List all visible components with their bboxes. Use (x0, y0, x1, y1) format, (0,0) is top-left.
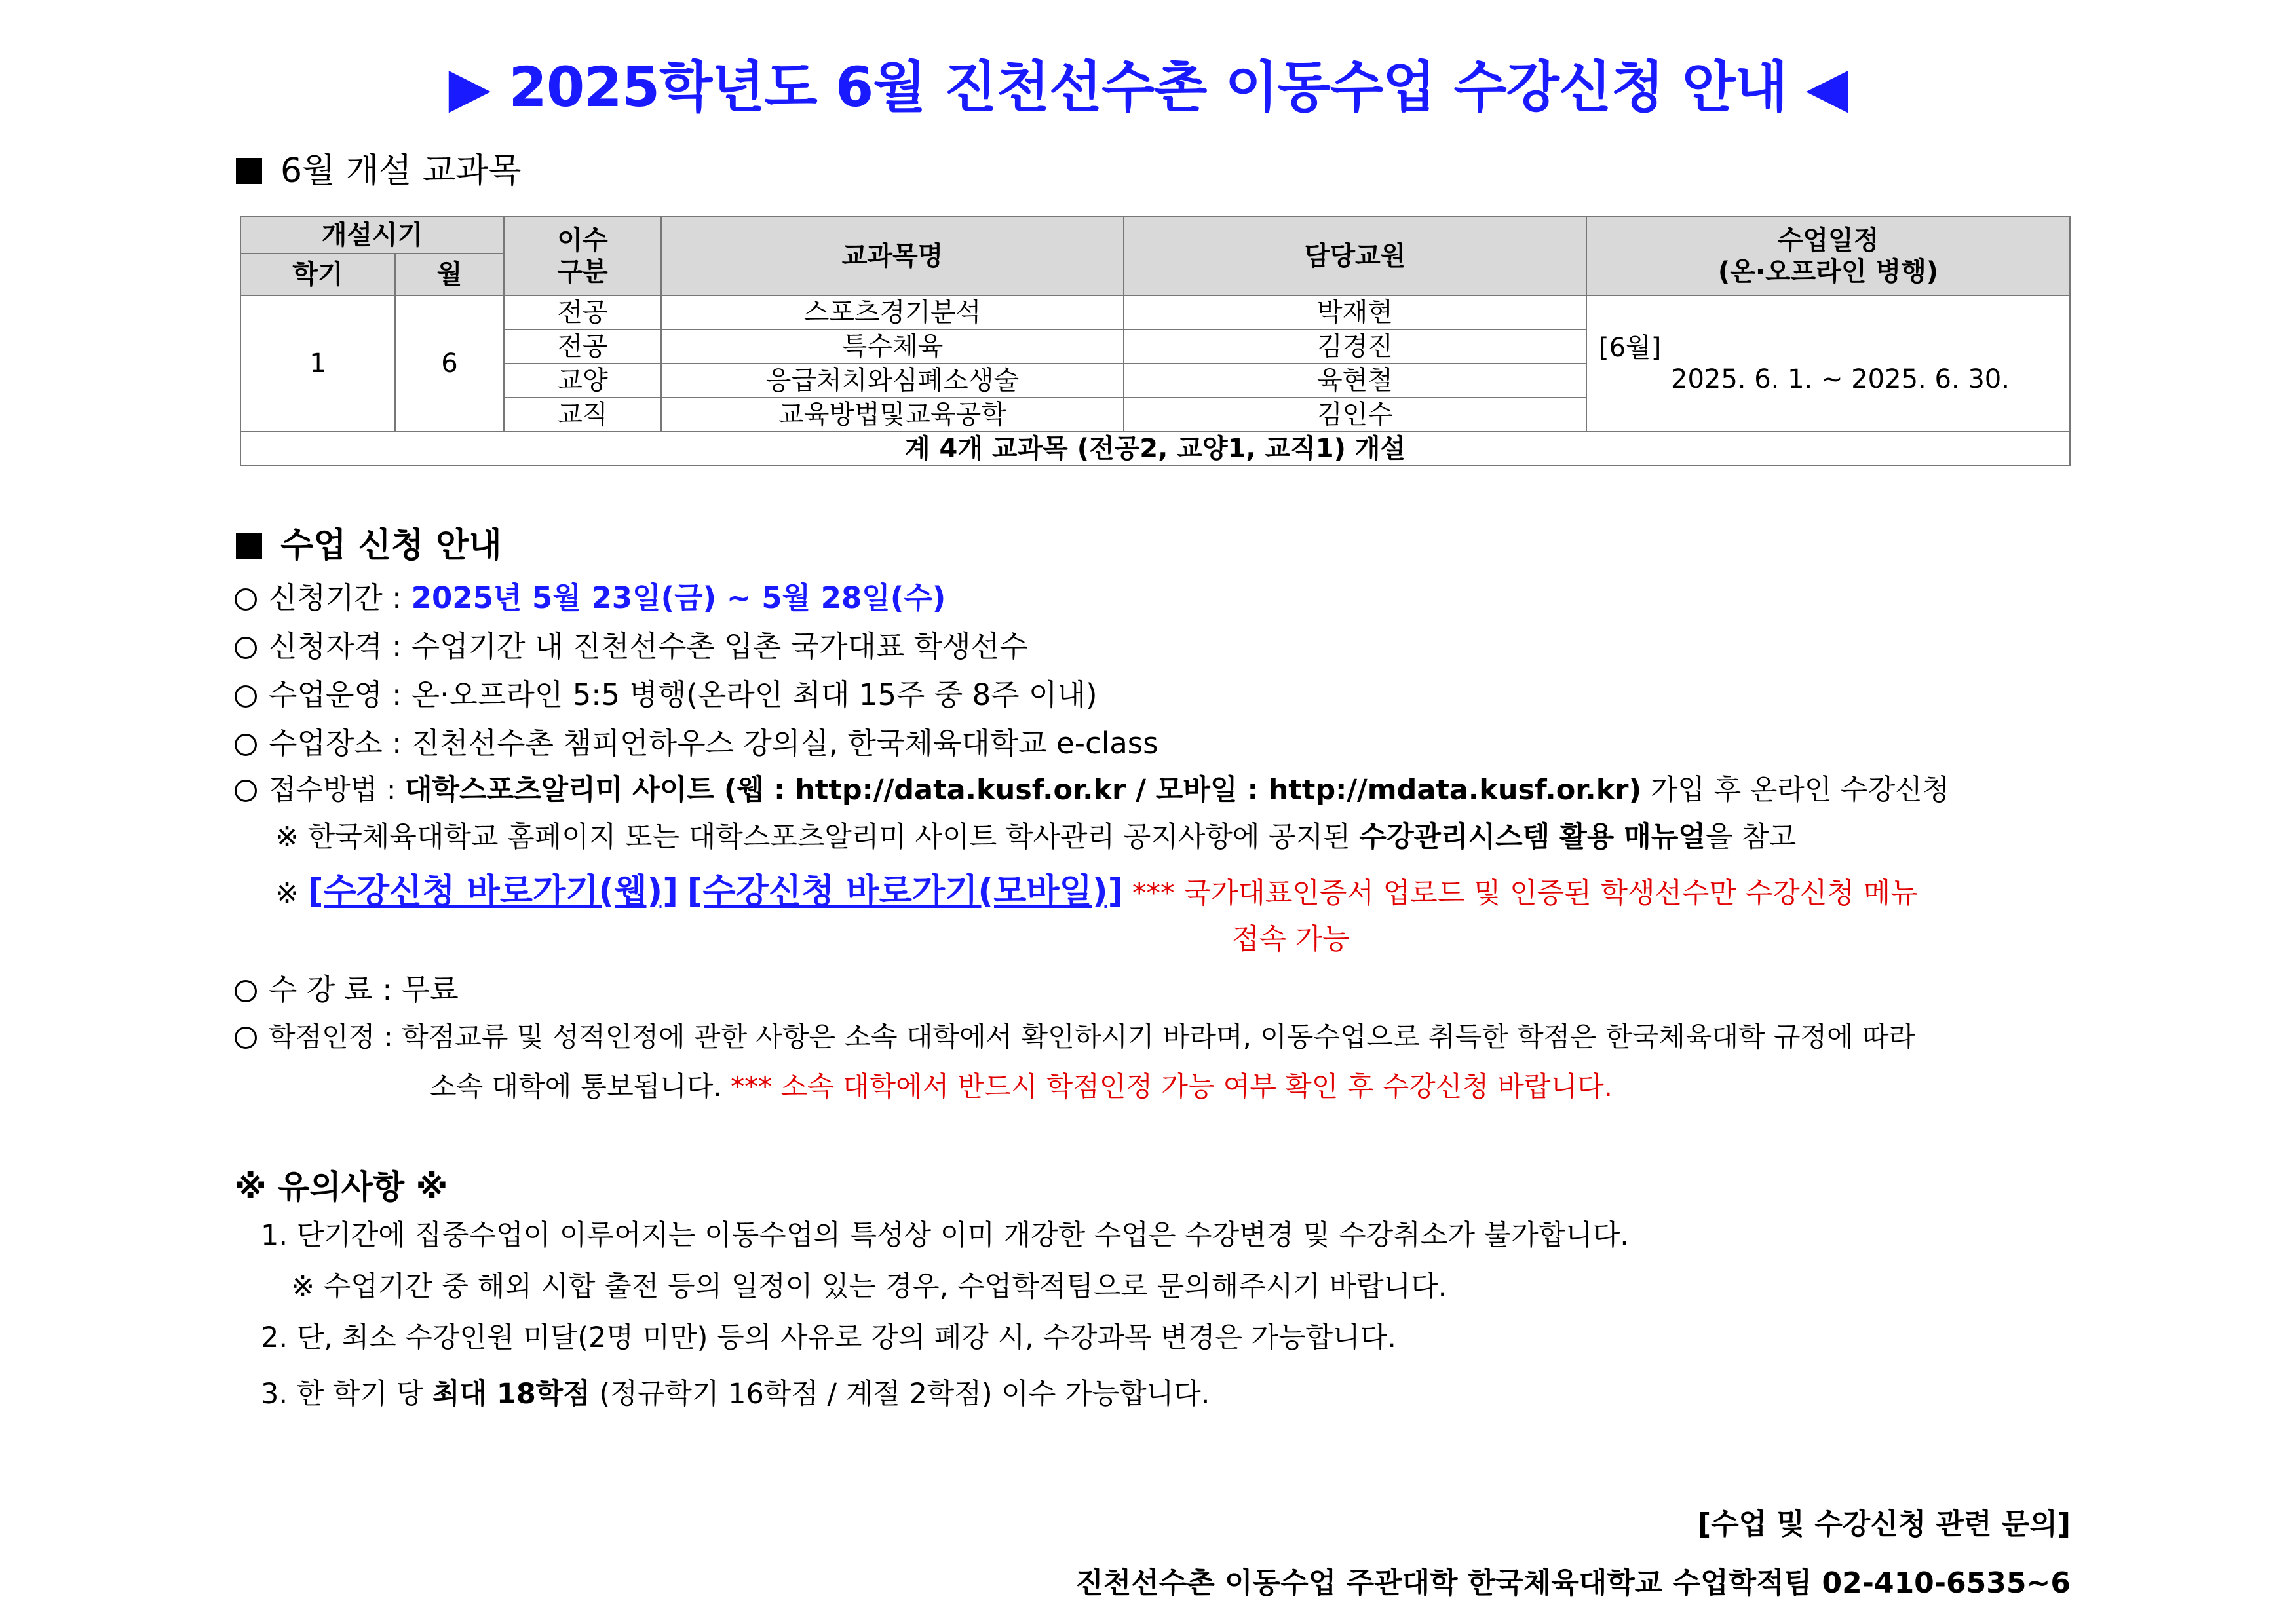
square-bullet-icon (236, 533, 262, 559)
notes-heading: ※ 유의사항 ※ (235, 1168, 448, 1206)
info-note-manual: ※ 한국체육대학교 홈페이지 또는 대학스포츠알리미 사이트 학사관리 공지사항에 공지된 수강관리시스템 활용 매뉴얼을 참고 (275, 821, 1797, 854)
circle-bullet-icon (235, 1027, 257, 1049)
course-cell: 교육방법및교육공학 (661, 398, 1124, 432)
section-courses-heading: 6월 개설 교과목 (236, 143, 522, 192)
info-eligibility: 신청자격 : 수업기간 내 진천선수촌 입촌 국가대표 학생선수 (235, 622, 1028, 665)
circle-bullet-icon (235, 980, 257, 1002)
info-method: 접수방법 : 대학스포츠알리미 사이트 (웹 : http://data.kusf.or.kr / 모바일 : http://mdata.kusf.or.kr) 가입 후 온라인 수강신청 (235, 768, 1949, 808)
header-type: 이수 구분 (504, 217, 661, 295)
info-operation: 수업운영 : 온·오프라인 5:5 병행(온라인 최대 15주 중 8주 이내) (235, 671, 1098, 713)
instructor-cell: 육현철 (1124, 364, 1586, 398)
table-row (240, 295, 2070, 330)
method-urls: 대학스포츠알리미 사이트 (웹 : http://data.kusf.or.kr / 모바일 : http://mdata.kusf.or.kr) (404, 774, 1642, 806)
type-cell: 교직 (504, 398, 661, 432)
schedule-cell (1586, 295, 2070, 432)
header-schedule: 수업일정 (온·오프라인 병행) (1586, 217, 2070, 295)
instructor-cell: 김경진 (1124, 330, 1586, 364)
info-location: 수업장소 : 진천선수촌 챔피언하우스 강의실, 한국체육대학교 e-class (235, 719, 1158, 762)
type-cell: 전공 (504, 330, 661, 364)
info-note-links-cont: 접속 가능 (1232, 923, 1350, 956)
header-month: 월 (395, 254, 504, 295)
note-item-3: 3. 한 학기 당 최대 18학점 (정규학기 16학점 / 계절 2학점) 이수 가능합니다. (261, 1378, 1210, 1410)
page-title: ▶ 2025학년도 6월 진천선수촌 이동수업 수강신청 안내 ◀ (448, 55, 1848, 119)
section-apply-heading: 수업 신청 안내 (236, 518, 502, 567)
header-instructor: 담당교원 (1124, 217, 1586, 295)
info-credit: 학점인정 : 학점교류 및 성적인정에 관한 사항은 소속 대학에서 확인하시기 바라며, 이동수업으로 취득한 학점은 한국체육대학 규정에 따라 (235, 1015, 1915, 1055)
header-semester: 학기 (240, 254, 395, 295)
schedule-month: [6월] (1599, 333, 1662, 363)
course-cell: 응급처치와심폐소생술 (661, 364, 1124, 398)
note-item-2: 2. 단, 최소 수강인원 미달(2명 미만) 등의 사유로 강의 폐강 시, 수강과목 변경은 가능합니다. (261, 1321, 1396, 1354)
schedule-dates: 2025. 6. 1. ~ 2025. 6. 30. (1671, 364, 2010, 394)
month-cell: 6 (395, 295, 504, 432)
courses-table (240, 216, 2071, 466)
type-cell: 교양 (504, 364, 661, 398)
instructor-cell: 김인수 (1124, 398, 1586, 432)
apply-web-link[interactable]: [수강신청 바로가기(웹)] (307, 872, 678, 911)
square-bullet-icon (236, 158, 262, 184)
circle-bullet-icon (235, 780, 257, 802)
course-cell: 스포츠경기분석 (661, 295, 1124, 330)
apply-period-value: 2025년 5월 23일(금) ~ 5월 28일(수) (411, 580, 946, 615)
header-period: 개설시기 (240, 217, 504, 254)
apply-mobile-link[interactable]: [수강신청 바로가기(모바일)] (687, 872, 1124, 911)
circle-bullet-icon (235, 637, 257, 659)
circle-bullet-icon (235, 685, 257, 708)
contact-heading: [수업 및 수강신청 관련 문의] (1697, 1507, 2071, 1541)
course-cell: 특수체육 (661, 330, 1124, 364)
note-item-1-sub: ※ 수업기간 중 해외 시합 출전 등의 일정이 있는 경우, 수업학적팀으로 문의해주시기 바랍니다. (291, 1270, 1447, 1303)
circle-bullet-icon (235, 588, 257, 611)
contact-line: 진천선수촌 이동수업 주관대학 한국체육대학교 수업학적팀 02-410-6535~6 (1075, 1566, 2071, 1600)
type-cell: 전공 (504, 295, 661, 330)
table-total: 계 4개 교과목 (전공2, 교양1, 교직1) 개설 (240, 432, 2070, 466)
instructor-cell: 박재현 (1124, 295, 1586, 330)
info-credit-cont: 소속 대학에 통보됩니다. *** 소속 대학에서 반드시 학점인정 가능 여부 확인 후 수강신청 바랍니다. (430, 1070, 1613, 1103)
info-fee: 수 강 료 : 무료 (235, 966, 459, 1008)
info-note-links: ※ [수강신청 바로가기(웹)] [수강신청 바로가기(모바일)] *** 국가대표인증서 업로드 및 인증된 학생선수만 수강신청 메뉴 (275, 872, 1918, 911)
header-course: 교과목명 (661, 217, 1124, 295)
info-period: 신청기간 : 2025년 5월 23일(금) ~ 5월 28일(수) (235, 574, 946, 616)
semester-cell: 1 (240, 295, 395, 432)
circle-bullet-icon (235, 734, 257, 756)
note-item-1: 1. 단기간에 집중수업이 이루어지는 이동수업의 특성상 이미 개강한 수업은 수강변경 및 수강취소가 불가합니다. (261, 1219, 1629, 1252)
